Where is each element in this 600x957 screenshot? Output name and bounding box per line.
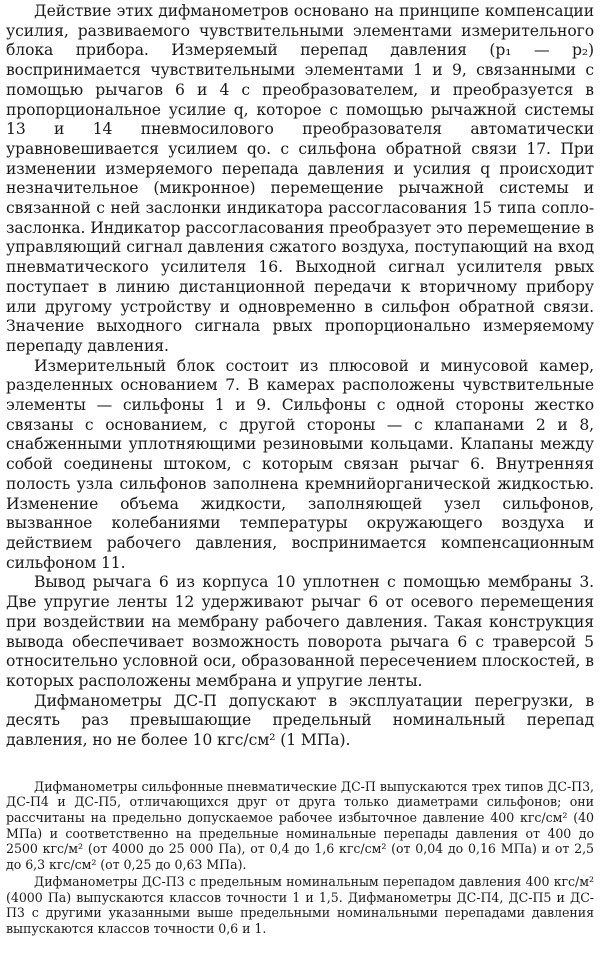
- small-paragraph-types: Дифманометры сильфонные пневматические ДС-П выпускаются трех типов ДС-П3, ДС-П4 и ДС-П5, отличающихся друг от друга только диаметрами сильфонов; они рассчитаны на предельно допускаемое рабочее избыточное давление 400 кгс/см² (40 МПа) и соответственно на предельные номинальные перепады давления от 400 до 2500 кгс/м² (от 4000 до 25 000 Па), от 0,4 до 1,6 кгс/см² (от 0,04 до 0,16 МПа) и от 2,5 до 6,3 кгс/см² (от 0,25 до 0,63 МПа).: [6, 778, 594, 872]
- small-paragraph-accuracy: Дифманометры ДС-П3 с предельным номинальным перепадом давления 400 кгс/м² (4000 Па) выпускаются классов точности 1 и 1,5. Дифманометры ДС-П4, ДС-П5 и ДС-П3 с другими указанными выше предельными номинальными перепадами давления выпускаются классов точности 0,6 и 1.: [6, 874, 594, 937]
- document-page: [6, 2, 594, 937]
- paragraph-overload: Дифманометры ДС-П допускают в эксплуатации перегрузки, в десять раз превышающие предельный номинальный перепад давления, но не более 10 кгс/см² (1 МПа).: [6, 691, 594, 750]
- paragraph-operating-principle: Действие этих дифманометров основано на принципе компенсации усилия, развиваемого чувствительными элементами измерительного блока прибора. Измеряемый перепад давления (p₁ — p₂) воспринимается чувствительными элементами 1 и 9, связанными с помощью рычагов 6 и 4 с преобразователем, и преобразуется в пропорциональное усилие q, которое с помощью рычажной системы 13 и 14 пневмосилового преобразователя автоматически уравновешивается усилием qо. с сильфона обратной связи 17. При изменении измеряемого перепада давления и усилия q происходит незначительное (микронное) перемещение рычажной системы и связанной с ней заслонки индикатора рассогласования 15 типа сопло-заслонка. Индикатор рассогласования преобразует это перемещение в управляющий сигнал давления сжатого воздуха, поступающий на вход пневматического усилителя 16. Выходной сигнал усилителя pвых поступает в линию дистанционной передачи к вторичному прибору или другому устройству и одновременно в сильфон обратной связи. Значение выходного сигнала pвых пропорционально измеряемому перепаду давления.: [6, 2, 594, 355]
- paragraph-lever-seal: Вывод рычага 6 из корпуса 10 уплотнен с помощью мембраны 3. Две упругие ленты 12 удерживают рычаг 6 от осевого перемещения при воздействии на мембрану рабочего давления. Такая конструкция вывода обеспечивает возможность поворота рычага 6 с траверсой 5 относительно условной оси, образованной пересечением плоскостей, в которых расположены мембрана и упругие ленты.: [6, 573, 594, 690]
- paragraph-measuring-unit: Измерительный блок состоит из плюсовой и минусовой камер, разделенных основанием 7. В камерах расположены чувствительные элементы — сильфоны 1 и 9. Сильфоны с одной стороны жестко связаны с основанием, с другой стороны — с клапанами 2 и 8, снабженными уплотняющими резиновыми кольцами. Клапаны между собой соединены штоком, с которым связан рычаг 6. Внутренняя полость узла сильфонов заполнена кремнийорганической жидкостью. Изменение объема жидкости, заполняющей узел сильфонов, вызванное колебаниями температуры окружающего воздуха и действием рабочего давления, воспринимается компенсационным сильфоном 11.: [6, 356, 594, 572]
- section-gap: [6, 751, 594, 779]
- main-text: [6, 2, 594, 751]
- small-print-text: [6, 779, 594, 937]
